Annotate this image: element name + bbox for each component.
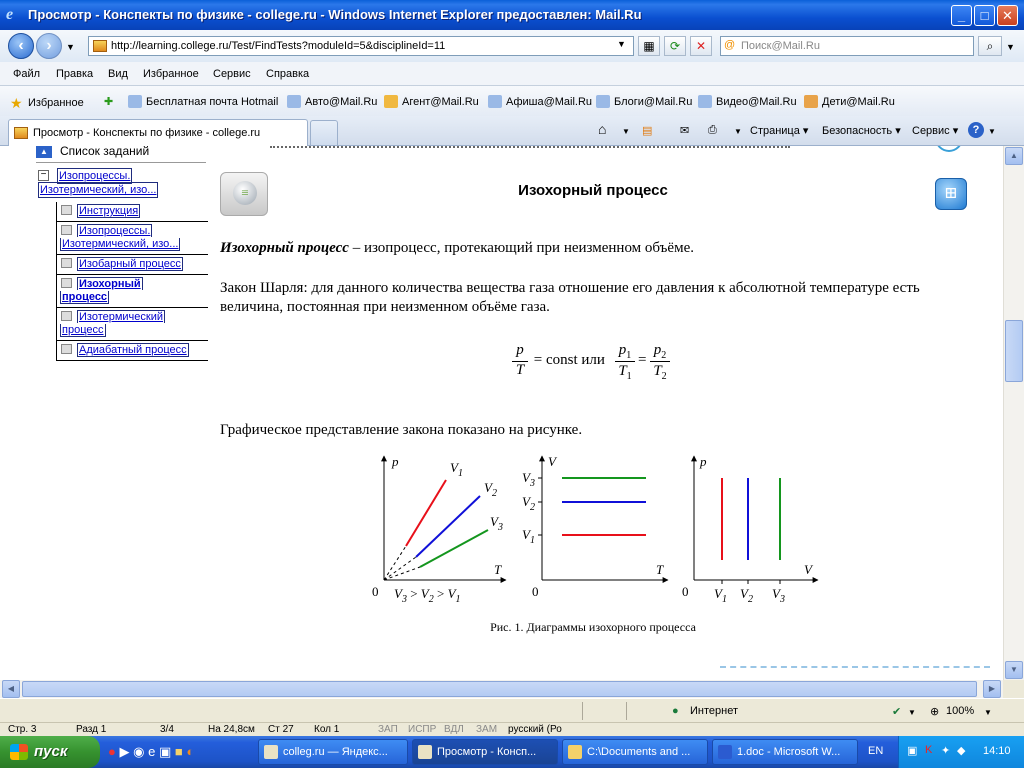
ie-status-bar	[0, 698, 1024, 722]
graph-intro: Графическое представление закона показано на рисунке.	[220, 422, 583, 438]
footer-decor	[720, 666, 990, 680]
isochore-v1	[406, 480, 446, 546]
history-dropdown-icon[interactable]: ▼	[66, 42, 75, 52]
word-language: русский (Ро	[508, 724, 562, 735]
tick-v1-3: $V_1$	[714, 586, 727, 605]
media-player-icon[interactable]: ▶	[119, 744, 130, 759]
word-extend: ВДЛ	[444, 724, 464, 735]
tick-v2-3: $V_2$	[740, 586, 753, 605]
task-item-isobaric[interactable]: Изобарный процесс	[56, 255, 208, 275]
print-icon[interactable]: ⎙	[708, 124, 717, 136]
task-item-instruction[interactable]: Инструкция	[56, 202, 208, 222]
word-track: ИСПР	[408, 724, 437, 735]
favorites-star-icon: ★	[10, 95, 23, 111]
vertical-scrollbar[interactable]	[1003, 146, 1024, 680]
plot-p-vs-t	[372, 454, 506, 605]
extrapolation-v1	[384, 546, 406, 580]
page-menu[interactable]: Страница ▾	[750, 125, 809, 137]
label-v1: $V_1$	[450, 460, 463, 479]
checkbox-icon	[61, 344, 72, 354]
scroll-corner	[1003, 680, 1024, 698]
scroll-down-icon[interactable]: ▼	[1005, 661, 1023, 679]
task-item-adiabatic[interactable]: Адиабатный процесс	[56, 341, 208, 361]
help-icon[interactable]: ?	[968, 122, 984, 138]
security-menu[interactable]: Безопасность ▾	[822, 125, 901, 137]
menu-edit[interactable]: Правка	[56, 68, 94, 80]
protected-mode-icon[interactable]: ✔	[892, 706, 902, 718]
tick-v1: $V_1$	[522, 527, 535, 546]
task-yandex[interactable]: colleg.ru — Яндекс...	[258, 739, 408, 765]
back-button[interactable]: ‹	[8, 33, 34, 59]
task-explorer[interactable]: C:\Documents and ...	[562, 739, 708, 765]
title-bar[interactable]	[0, 0, 1024, 30]
scroll-right-icon[interactable]: ▶	[983, 680, 1001, 698]
home-dropdown-icon[interactable]: ▼	[622, 127, 630, 136]
fav-agent[interactable]: Агент@Mail.Ru	[384, 95, 479, 108]
menu-favorites[interactable]: Избранное	[143, 68, 199, 80]
fav-auto[interactable]: Авто@Mail.Ru	[287, 95, 377, 108]
close-button[interactable]: ✕	[997, 5, 1018, 26]
charles-formula: p T = const или $p_1$ $T_1$ = $p_2$ $T_2$	[512, 340, 692, 390]
word-task-icon	[718, 745, 732, 759]
p-axis-label: p	[392, 454, 399, 469]
isochoric-diagrams	[360, 450, 830, 610]
quick-launch	[108, 744, 194, 760]
page-favicon-icon	[14, 127, 28, 139]
word-page: Стр. 3	[8, 724, 37, 735]
fav-hotmail[interactable]: Бесплатная почта Hotmail	[128, 95, 278, 108]
charles-law-paragraph: Закон Шарля: для данного количества вещества газа отношение его давления к абсолютной температуре есть величина, постоянная при неизменном объёме газа.	[220, 280, 920, 315]
ie-task-icon	[418, 745, 432, 759]
ie-page-icon	[488, 95, 502, 108]
security-zone: Интернет	[690, 705, 738, 717]
fav-blogs[interactable]: Блоги@Mail.Ru	[596, 95, 692, 108]
ie-logo-icon: e	[6, 6, 14, 23]
checkbox-icon	[61, 258, 72, 268]
search-placeholder: Поиск@Mail.Ru	[741, 40, 820, 52]
checkbox-icon	[61, 311, 72, 321]
add-favorite-icon[interactable]: ✚	[104, 96, 114, 108]
plot-p-vs-v	[682, 454, 818, 605]
scroll-up-icon[interactable]: ▲	[1005, 147, 1023, 165]
p-axis-label-3: p	[700, 454, 707, 469]
extrapolation-v2	[384, 557, 416, 580]
menu-tools[interactable]: Сервис	[213, 68, 251, 80]
home-icon[interactable]: ⌂	[598, 121, 607, 137]
ie-page-icon	[698, 95, 712, 108]
fav-kids[interactable]: Дети@Mail.Ru	[804, 95, 895, 108]
search-options-icon[interactable]: ▼	[1006, 42, 1015, 52]
word-position: На 24,8см	[208, 724, 255, 735]
maximize-button[interactable]: □	[974, 5, 995, 26]
checkbox-icon	[61, 205, 72, 215]
task-word[interactable]: 1.doc - Microsoft W...	[712, 739, 858, 765]
figure-caption: Рис. 1. Диаграммы изохорного процесса	[490, 620, 696, 634]
origin-label-3: 0	[682, 584, 689, 599]
menu-help[interactable]: Справка	[266, 68, 310, 80]
fav-video[interactable]: Видео@Mail.Ru	[698, 95, 797, 108]
label-v3: $V_3$	[490, 514, 503, 533]
tab-row	[0, 116, 1024, 146]
ie-quicklaunch-icon[interactable]: e	[148, 744, 156, 759]
mailru-search-icon: @	[724, 39, 736, 51]
fav-afisha[interactable]: Афиша@Mail.Ru	[488, 95, 592, 108]
definition-paragraph	[220, 240, 980, 257]
tick-v3: $V_3$	[522, 470, 535, 489]
compat-view-icon[interactable]: ▦	[638, 36, 660, 56]
help-dropdown-icon[interactable]: ▼	[988, 127, 996, 136]
isochore-v2	[416, 496, 480, 557]
ie-task-icon	[264, 745, 278, 759]
grid-menu-icon[interactable]: ⊞	[935, 178, 967, 210]
tick-v3-3: $V_3$	[772, 586, 785, 605]
favorites-bar	[0, 86, 1024, 116]
clipped-text-line	[270, 146, 790, 149]
show-desktop-icon[interactable]: ▣	[158, 744, 172, 759]
firefox-icon[interactable]: ◐	[186, 744, 195, 759]
word-pages: 3/4	[160, 724, 174, 735]
address-url: http://learning.college.ru/Test/FindTests?moduleId=5&disciplineId=11	[111, 40, 446, 52]
address-dropdown-icon[interactable]: ▼	[617, 39, 626, 49]
refresh-icon[interactable]: ⟳	[664, 36, 686, 56]
tick-v2: $V_2$	[522, 494, 535, 513]
feeds-icon[interactable]: ▤	[642, 125, 653, 137]
ie-page-icon	[596, 95, 610, 108]
word-status-bar	[0, 722, 1024, 736]
word-overwrite: ЗАМ	[476, 724, 498, 735]
v-axis-label-3: V	[804, 562, 812, 577]
extrapolation-v3	[384, 567, 420, 580]
start-button[interactable]: пуск	[0, 736, 100, 768]
horizontal-scrollbar[interactable]	[0, 680, 1003, 698]
definition-term: Изохорный процесс	[220, 240, 349, 256]
v-axis-label: V	[548, 454, 556, 469]
network-icon[interactable]: ▣	[907, 745, 918, 757]
windows-logo-icon	[10, 744, 28, 760]
notes-icon[interactable]: ≡	[220, 172, 268, 216]
clipped-circle-icon	[935, 146, 963, 152]
label-v2: $V_2$	[484, 480, 497, 499]
search-button-icon[interactable]: ⌕	[978, 36, 1002, 56]
t-axis-label-2: T	[656, 562, 664, 577]
protected-dropdown-icon[interactable]: ▼	[908, 708, 916, 717]
word-section: Разд 1	[76, 724, 107, 735]
envelope-icon	[384, 95, 398, 108]
taskbar	[0, 736, 1024, 768]
task-item-isochoric-current[interactable]: Изохорный процесс	[56, 275, 208, 308]
t-axis-label: T	[494, 562, 502, 577]
stop-icon[interactable]: ✕	[690, 36, 712, 56]
mail-icon[interactable]: ✉	[680, 125, 690, 137]
tab-active[interactable]: Просмотр - Конспекты по физике - college.ru	[8, 119, 308, 146]
definition-text: – изопроцесс, протекающий при неизменном объёме.	[348, 240, 694, 256]
opera-icon[interactable]: ●	[108, 744, 116, 759]
window-title: Просмотр - Конспекты по физике - college.ru - Windows Internet Explorer предоставлен: Mail.Ru	[28, 7, 642, 22]
origin-label-2: 0	[532, 584, 539, 599]
minimize-button[interactable]: _	[951, 5, 972, 26]
tools-menu[interactable]: Сервис ▾	[912, 125, 959, 137]
word-line: Ст 27	[268, 724, 294, 735]
internet-zone-icon: ●	[672, 705, 679, 717]
favorites-button[interactable]: ★ Избранное	[10, 95, 84, 111]
menu-file[interactable]: Файл	[13, 68, 41, 80]
forward-button[interactable]: ›	[36, 33, 62, 59]
tray-app-icon[interactable]: ✦	[941, 745, 951, 757]
word-column: Кол 1	[314, 724, 340, 735]
folder-task-icon	[568, 745, 582, 759]
search-field[interactable]	[720, 36, 974, 56]
menu-view[interactable]: Вид	[108, 68, 128, 80]
plot-v-vs-t	[522, 454, 668, 599]
new-tab-button[interactable]	[310, 120, 338, 146]
page-title: Изохорный процесс	[518, 182, 668, 199]
child-icon	[804, 95, 818, 108]
word-rec: ЗАП	[378, 724, 398, 735]
page-content: ▲ Список заданий − Изопроцессы. Изотермический, изо... Инструкция Изопроцессы. Изотермический, изо... Изобарный процесс Изохорный процесс Изотермический процесс Адиабатный процесс ≡ ⊞ Изохорный процесс Изохорный процесс – изопроцесс, протекающий при неизменном объёме. Закон Шарля: для данного количества вещества газа отношение его давления к абсолютной температуре есть величина, постоянная при неизменном объёме газа. p T = const или $p_1$ $T_1$ = $p_2$ $T_2$ Графическое представление закона показано на рисунке. p T 0 $V_1$ $V_2$ $V_3$ $V_3 > V_2 > V_1$ V T 0 $V_3$ $V_2$ $V_1$ p V 0 $V_1$ $V_2$ $V_3$ Рис. 1. Диаграммы изохорного процесса	[0, 146, 1003, 680]
zoom-dropdown-icon[interactable]: ▼	[984, 708, 992, 717]
divider	[36, 162, 206, 163]
menu-bar	[0, 62, 1024, 86]
address-field[interactable]	[88, 36, 634, 56]
antivirus-icon[interactable]: K	[925, 744, 933, 756]
collapse-minus-icon[interactable]: −	[38, 170, 49, 181]
task-college-active[interactable]: Просмотр - Консп...	[412, 739, 558, 765]
folder-icon[interactable]: ■	[174, 744, 183, 759]
checkbox-icon	[61, 278, 72, 288]
collapse-arrow-icon[interactable]: ▲	[36, 146, 52, 158]
scroll-left-icon[interactable]: ◀	[2, 680, 20, 698]
print-dropdown-icon[interactable]: ▼	[734, 127, 742, 136]
quicktime-icon[interactable]: ◉	[133, 744, 145, 759]
address-row	[0, 30, 1024, 62]
ie-page-icon	[128, 95, 142, 108]
checkbox-icon	[61, 225, 72, 235]
isochore-v3	[420, 530, 488, 567]
origin-label: 0	[372, 584, 379, 599]
zoom-level[interactable]: 100%	[946, 705, 975, 717]
language-indicator[interactable]: EN	[868, 745, 884, 757]
tray-xear-icon[interactable]: ◆	[957, 745, 966, 757]
vertical-scroll-thumb[interactable]	[1005, 320, 1023, 382]
page-favicon-icon	[93, 40, 107, 52]
ie-page-icon	[287, 95, 301, 108]
system-tray	[898, 736, 1024, 768]
clock[interactable]: 14:10	[983, 745, 1011, 757]
volume-relation: $V_3 > V_2 > V_1$	[394, 586, 461, 605]
task-item-isothermal[interactable]: Изотермический процесс	[56, 308, 208, 341]
horizontal-scroll-thumb[interactable]	[22, 681, 977, 697]
task-item-isoprocesses[interactable]: Изопроцессы. Изотермический, изо...	[56, 222, 208, 255]
zoom-icon[interactable]: ⊕	[930, 706, 940, 718]
